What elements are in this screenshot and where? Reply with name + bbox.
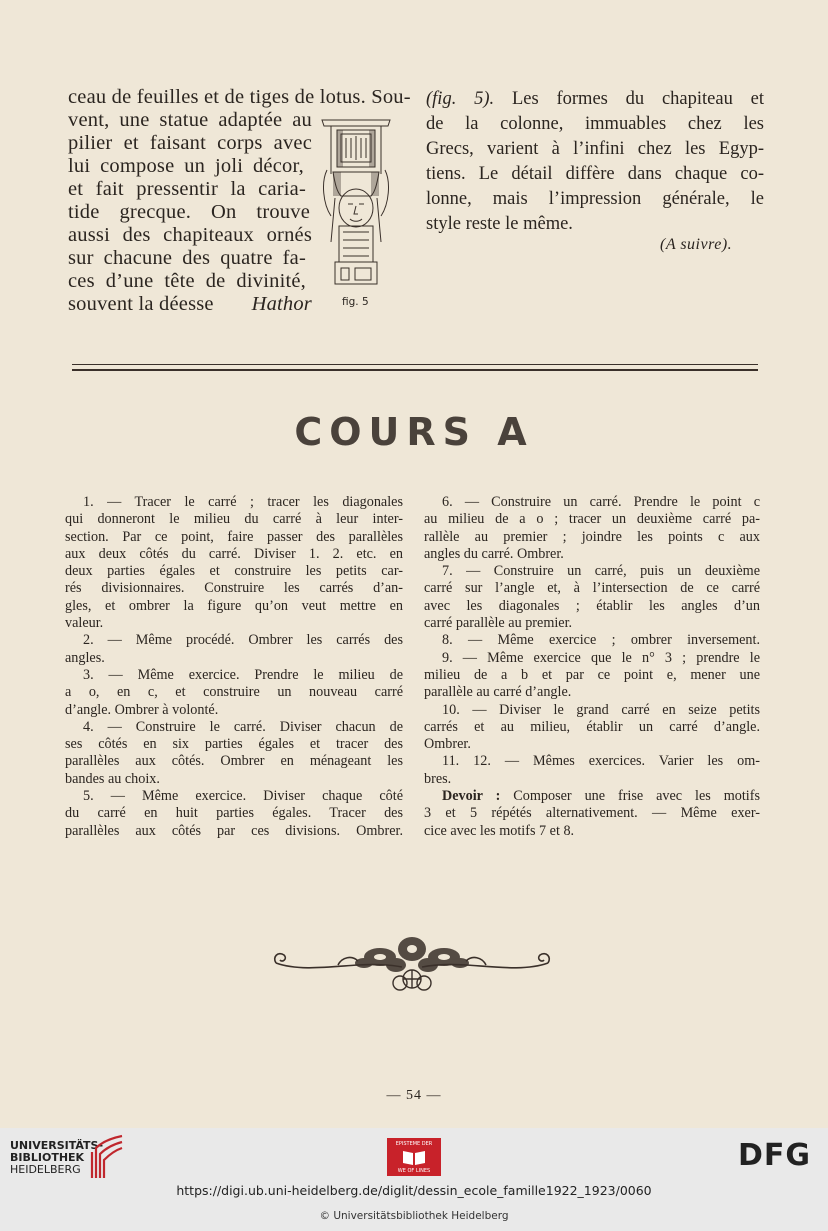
exercise-line: 1. — Tracer le carré ; tracer les diagonales: [83, 494, 403, 510]
exercise-line: angles du carré. Ombrer.: [424, 545, 564, 562]
hathor-capital-illustration: [317, 112, 395, 292]
devoir-label: Devoir :: [442, 788, 501, 805]
text-line: lonne, mais l’impression générale, le: [426, 189, 764, 209]
library-emblem-icon: [86, 1134, 126, 1180]
text-run: souvent la déesse: [68, 293, 214, 315]
devoir-text: Composer une frise avec les motifs: [500, 788, 760, 805]
exercise-line: carrés et au milieu, établir un carré d’angle.: [424, 718, 760, 735]
exercise-line: carré sur l’angle et, à l’intersection de ce carré: [424, 580, 760, 597]
exercise-line: d’angle. Ombrer à volonté.: [65, 701, 219, 718]
exercise-line: carré parallèle au premier.: [424, 615, 573, 632]
library-name-line: HEIDELBERG: [10, 1163, 81, 1176]
exercise-line: cice avec les motifs 7 et 8.: [424, 822, 575, 839]
text-run: Les formes du chapiteau et: [494, 89, 764, 109]
exercise-line: rés divisionnaires. Construire les carrés d’an-: [65, 580, 403, 597]
text-line: vent, une statue adaptée au: [68, 109, 312, 131]
footer-bar: [0, 1128, 828, 1231]
exercise-line: ses côtés en six parties égales et tracer des: [65, 736, 403, 753]
exercise-line: du carré en huit parties égales. Tracer des: [65, 805, 403, 822]
library-name-line: BIBLIOTHEK: [10, 1151, 85, 1164]
exercise-line: 10. — Diviser le grand carré en seize petits: [442, 701, 760, 718]
text-line: lui compose un joli décor,: [68, 155, 304, 177]
text-line: et fait pressentir la caria-: [68, 178, 306, 200]
right-column: [424, 494, 760, 840]
exercise-line: qui donneront le milieu du carré à leur inter-: [65, 511, 403, 528]
separator-rule: [72, 364, 758, 365]
left-column: [65, 494, 403, 840]
exercise-line: a o, en c, et construire un nouveau carré: [65, 684, 403, 701]
text-line: ces d’une tête de divinité,: [68, 270, 306, 292]
exercise-line: rallèle au premier ; joindre les points c aux: [424, 528, 760, 545]
exercise-line: 7. — Construire un carré, puis un deuxième: [442, 563, 760, 580]
page-number: — 54 —: [386, 1088, 442, 1103]
library-name-line: UNIVERSITÄTS-: [10, 1139, 104, 1152]
center-logo[interactable]: [387, 1138, 441, 1176]
center-logo-text: EPISTEME DER: [395, 1141, 433, 1147]
exercise-line: milieu de a b et par ce point e, mener une: [424, 666, 760, 683]
exercise-line: au milieu de a o ; tracer un deuxième carré pa-: [424, 511, 760, 528]
exercise-line: 3. — Même exercice. Prendre le milieu de: [83, 666, 403, 683]
section-title: COURS A: [294, 410, 534, 454]
figure-5: [317, 112, 395, 292]
book-icon: [401, 1149, 427, 1167]
text-line: [68, 293, 312, 316]
exercise-line: valeur.: [65, 615, 104, 632]
hathor-name: Hathor: [251, 293, 312, 315]
exercise-line: parallèle au carré d’angle.: [424, 684, 572, 701]
exercise-line: 4. — Construire le carré. Diviser chacun de: [83, 718, 403, 735]
exercise-line: angles.: [65, 649, 105, 666]
copyright-text: © Universitätsbibliothek Heidelberg: [319, 1210, 509, 1222]
exercise-line: Ombrer.: [424, 736, 471, 753]
text-line: de la colonne, immuables chez les: [426, 114, 764, 134]
exercise-line: 11. 12. — Mêmes exercices. Varier les om-: [442, 753, 760, 770]
source-url-link[interactable]: https://digi.ub.uni-heidelberg.de/diglit/dessin_ecole_famille1922_1923/0060: [176, 1183, 652, 1198]
floral-ornament: [268, 935, 556, 997]
separator-rule: [72, 369, 758, 371]
exercise-line: parallèles aux côtés. Ombrer en ménageant les: [65, 753, 403, 770]
exercise-line: gles, et ombrer la figure qu’on veut mettre en: [65, 597, 403, 614]
exercise-line: 2. — Même procédé. Ombrer les carrés des: [83, 632, 403, 649]
a-suivre: (A suivre).: [660, 236, 733, 253]
exercise-line: deux parties égales et construire les petits car-: [65, 563, 403, 580]
exercise-line: 3 et 5 répétés alternativement. — Même exer-: [424, 805, 760, 822]
text-line: Grecs, varient à l’infini chez les Egyp-: [426, 139, 764, 159]
text-line: style reste le même.: [426, 214, 573, 234]
text-line: pilier et faisant corps avec: [68, 132, 312, 154]
fig-reference: (fig. 5).: [426, 89, 495, 109]
text-line: aussi des chapiteaux ornés: [68, 224, 312, 246]
text-line: tide grecque. On trouve: [68, 201, 310, 223]
text-line: [426, 89, 764, 110]
exercise-line: 5. — Même exercice. Diviser chaque côté: [83, 788, 403, 805]
center-logo-text: WE OF LINES: [397, 1168, 431, 1174]
text-line: sur chacune des quatre fa-: [68, 247, 306, 269]
exercise-line: parallèles aux côtés par ces divisions. Ombrer.: [65, 822, 403, 839]
exercise-line: avec les diagonales ; établir les angles d’un: [424, 597, 760, 614]
text-line: ceau de feuilles et de tiges de lotus. Sou-: [68, 86, 411, 108]
text-line: tiens. Le détail diffère dans chaque co-: [426, 164, 764, 184]
exercise-line: bandes au choix.: [65, 770, 160, 787]
exercise-line: 6. — Construire un carré. Prendre le point c: [442, 494, 760, 510]
ornament-illustration: [268, 935, 556, 997]
exercise-line: bres.: [424, 770, 452, 787]
exercise-line: section. Par ce point, faire passer des parallèles: [65, 528, 403, 545]
exercise-line: 9. — Même exercice que le n° 3 ; prendre le: [442, 649, 760, 666]
devoir-line: [424, 788, 760, 805]
exercise-line: aux deux côtés du carré. Diviser 1. 2. etc. en: [65, 545, 403, 562]
exercise-line: 8. — Même exercice ; ombrer inversement.: [442, 632, 760, 649]
figure-caption: fig. 5: [342, 296, 369, 308]
dfg-logo[interactable]: DFG: [738, 1138, 812, 1173]
